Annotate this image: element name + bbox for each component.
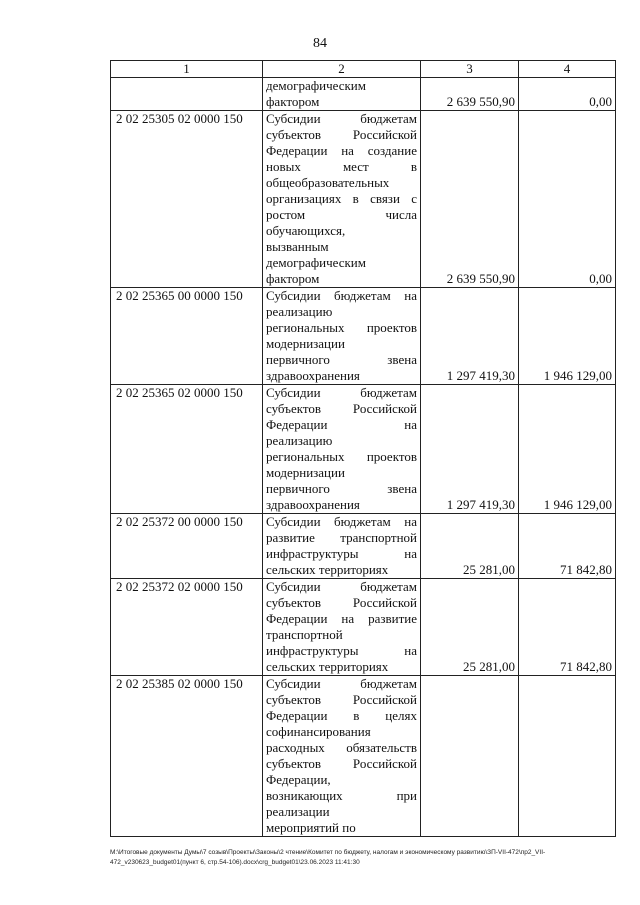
footer-line: M:\Итоговые документы Думы\7 созыв\Проекты\Законы\2 чтение\Комитет по бюджету, налогам и экономическому развитию\ЗП-VII-472\пр2_VII- bbox=[110, 849, 546, 856]
description-line: Федерации, bbox=[266, 772, 331, 787]
description-line: фактором bbox=[266, 94, 320, 109]
table-row bbox=[111, 676, 616, 837]
description-line: сельских территориях bbox=[266, 659, 389, 674]
description-cell bbox=[263, 288, 421, 385]
table-row bbox=[111, 514, 616, 579]
description-line: субъектов Российской bbox=[266, 756, 417, 771]
description-line: Федерации на создание bbox=[266, 143, 417, 158]
amount-cell-col4 bbox=[519, 676, 616, 837]
footer-line: 472_v230623_budget01(пункт 6, стр.54-106).docx\сrg_budget01\23.06.2023 11:41:30 bbox=[110, 859, 360, 866]
description-line: инфраструктуры на bbox=[266, 643, 417, 658]
table-row bbox=[111, 385, 616, 514]
description-cell bbox=[263, 111, 421, 288]
description-line: развитие транспортной bbox=[266, 530, 417, 545]
description-line: софинансирования bbox=[266, 724, 371, 739]
description-line: мероприятий по bbox=[266, 820, 356, 835]
budget-code-cell: 2 02 25305 02 0000 150 bbox=[111, 111, 263, 288]
description-cell bbox=[263, 514, 421, 579]
description-line: субъектов Российской bbox=[266, 692, 417, 707]
table-row bbox=[111, 288, 616, 385]
description-line: демографическим bbox=[266, 255, 366, 270]
description-line: Субсидии бюджетам bbox=[266, 111, 417, 126]
description-line: инфраструктуры на bbox=[266, 546, 417, 561]
header-cell: 3 bbox=[421, 61, 519, 78]
description-line: расходных обязательств bbox=[266, 740, 417, 755]
description-line: модернизации bbox=[266, 465, 345, 480]
amount-cell-col3: 25 281,00 bbox=[421, 579, 519, 676]
page-number: 84 bbox=[313, 36, 327, 51]
amount-cell-col3: 1 297 419,30 bbox=[421, 385, 519, 514]
description-line: обучающихся, bbox=[266, 223, 346, 238]
amount-cell-col3: 25 281,00 bbox=[421, 514, 519, 579]
description-line: реализацию bbox=[266, 304, 333, 319]
amount-cell-col3 bbox=[421, 676, 519, 837]
description-line: Субсидии бюджетам bbox=[266, 579, 417, 594]
description-cell bbox=[263, 385, 421, 514]
description-line: модернизации bbox=[266, 336, 345, 351]
description-line: вызванным bbox=[266, 239, 329, 254]
table-row bbox=[111, 111, 616, 288]
budget-table bbox=[110, 60, 616, 837]
description-cell bbox=[263, 676, 421, 837]
description-line: реализации bbox=[266, 804, 330, 819]
header-cell: 4 bbox=[519, 61, 616, 78]
budget-code-cell: 2 02 25372 00 0000 150 bbox=[111, 514, 263, 579]
description-line: Субсидии бюджетам bbox=[266, 385, 417, 400]
description-line: Федерации на развитие bbox=[266, 611, 417, 626]
description-line: Федерации в целях bbox=[266, 708, 417, 723]
amount-cell-col4: 0,00 bbox=[519, 111, 616, 288]
description-cell bbox=[263, 579, 421, 676]
description-line: демографическим bbox=[266, 78, 366, 93]
description-line: региональных проектов bbox=[266, 449, 417, 464]
amount-cell-col4: 1 946 129,00 bbox=[519, 288, 616, 385]
amount-cell-col4: 0,00 bbox=[519, 78, 616, 111]
budget-code-cell: 2 02 25385 02 0000 150 bbox=[111, 676, 263, 837]
file-path-footer bbox=[110, 848, 615, 868]
description-line: общеобразовательных bbox=[266, 175, 390, 190]
amount-cell-col3: 2 639 550,90 bbox=[421, 78, 519, 111]
description-line: субъектов Российской bbox=[266, 401, 417, 416]
header-cell: 1 bbox=[111, 61, 263, 78]
budget-code-cell: 2 02 25365 02 0000 150 bbox=[111, 385, 263, 514]
description-line: реализацию bbox=[266, 433, 333, 448]
description-line: здравоохранения bbox=[266, 368, 360, 383]
description-line: первичного звена bbox=[266, 481, 417, 496]
description-line: здравоохранения bbox=[266, 497, 360, 512]
budget-code-cell bbox=[111, 78, 263, 111]
description-line: субъектов Российской bbox=[266, 595, 417, 610]
description-line: первичного звена bbox=[266, 352, 417, 367]
description-line: новых мест в bbox=[266, 159, 417, 174]
description-line: ростом числа bbox=[266, 207, 417, 222]
description-line: возникающих при bbox=[266, 788, 417, 803]
description-line: фактором bbox=[266, 271, 320, 286]
table-row bbox=[111, 78, 616, 111]
description-line: субъектов Российской bbox=[266, 127, 417, 142]
budget-code-cell: 2 02 25372 02 0000 150 bbox=[111, 579, 263, 676]
description-line: Субсидии бюджетам bbox=[266, 676, 417, 691]
description-line: транспортной bbox=[266, 627, 343, 642]
description-cell bbox=[263, 78, 421, 111]
description-line: Федерации на bbox=[266, 417, 417, 432]
budget-code-cell: 2 02 25365 00 0000 150 bbox=[111, 288, 263, 385]
amount-cell-col3: 2 639 550,90 bbox=[421, 111, 519, 288]
description-line: региональных проектов bbox=[266, 320, 417, 335]
amount-cell-col4: 71 842,80 bbox=[519, 514, 616, 579]
amount-cell-col3: 1 297 419,30 bbox=[421, 288, 519, 385]
description-line: организациях в связи с bbox=[266, 191, 417, 206]
amount-cell-col4: 71 842,80 bbox=[519, 579, 616, 676]
header-cell: 2 bbox=[263, 61, 421, 78]
description-line: Субсидии бюджетам на bbox=[266, 514, 417, 529]
table-header-row bbox=[111, 61, 616, 78]
description-line: Субсидии бюджетам на bbox=[266, 288, 417, 303]
description-line: сельских территориях bbox=[266, 562, 389, 577]
table-row bbox=[111, 579, 616, 676]
amount-cell-col4: 1 946 129,00 bbox=[519, 385, 616, 514]
